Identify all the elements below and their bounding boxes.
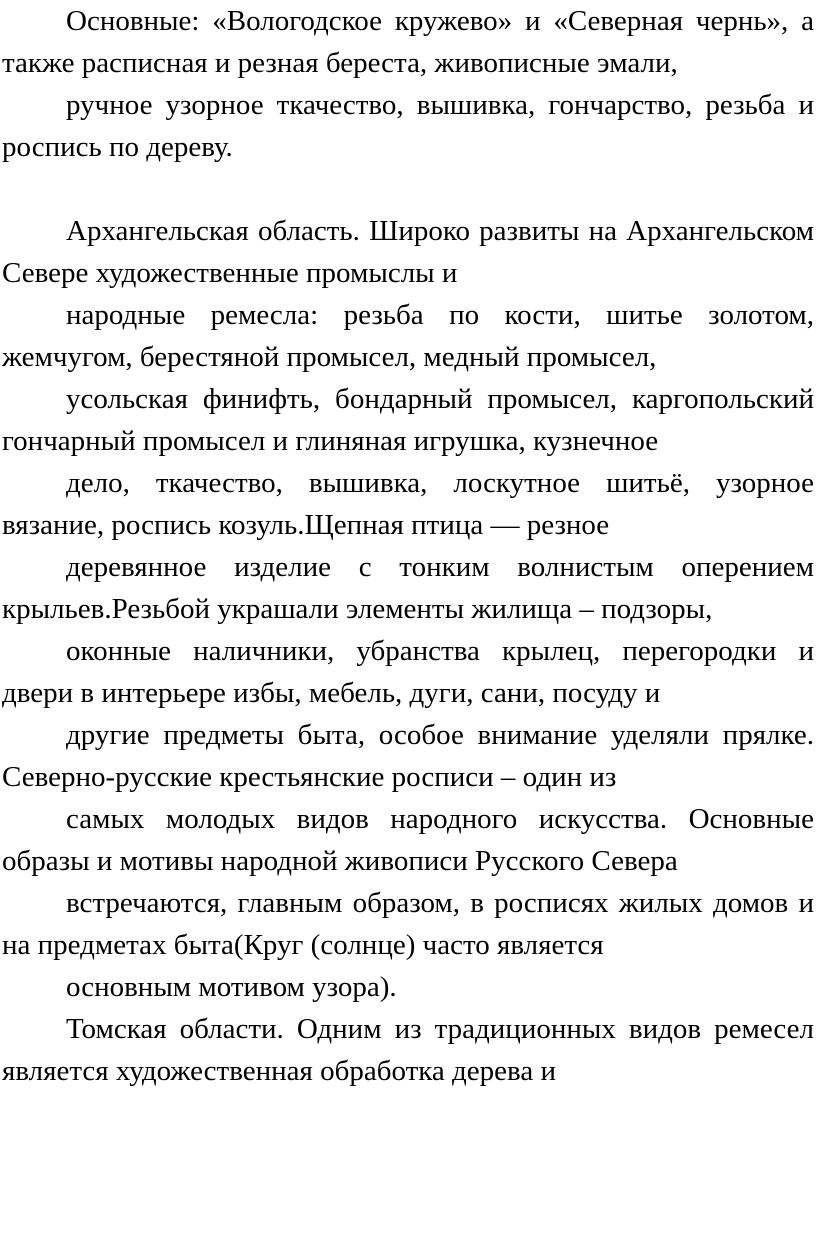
paragraph-folk-painting: самых молодых видов народного искусства. Основные образы и мотивы народной живописи Русского Севера	[2, 803, 814, 877]
paragraph-household-items: другие предметы быта, особое внимание уделяли прялке. Северно-русские крестьянские росписи – один из	[2, 719, 814, 793]
paragraph-sun-motif: основным мотивом узора).	[66, 971, 397, 1003]
paragraph-arkhangelsk-intro: Архангельская область. Широко развиты на Архангельском Севере художественные промыслы и	[2, 215, 814, 289]
paragraph-arkhangelsk-weaving: дело, ткачество, вышивка, лоскутное шитьё, узорное вязание, роспись козуль.Щепная птица — резное	[2, 467, 814, 541]
paragraph-window-frames: оконные наличники, убранства крылец, перегородки и двери в интерьере избы, мебель, дуги, сани, посуду и	[2, 635, 814, 709]
paragraph-painting-motifs: встречаются, главным образом, в росписях жилых домов и на предметах быта(Круг (солнце) часто является	[2, 887, 814, 961]
paragraph-arkhangelsk-crafts: народные ремесла: резьба по кости, шитье золотом, жемчугом, берестяной промысел, медный промысел,	[2, 299, 814, 373]
paragraph-spacer	[2, 168, 814, 210]
paragraph-wooden-bird: деревянное изделие с тонким волнистым оперением крыльев.Резьбой украшали элементы жилища – подзоры,	[2, 551, 814, 625]
paragraph-vologda-crafts-continued: ручное узорное ткачество, вышивка, гончарство, резьба и роспись по дереву.	[2, 89, 814, 163]
paragraph-tomsk-region: Томская области. Одним из традиционных видов ремесел является художественная обработка дерева и	[2, 1013, 814, 1087]
paragraph-vologda-crafts: Основные: «Вологодское кружево» и «Северная чернь», а также расписная и резная береста, живописные эмали,	[2, 5, 814, 79]
paragraph-arkhangelsk-enamel: усольская финифть, бондарный промысел, каргопольский гончарный промысел и глиняная игрушка, кузнечное	[2, 383, 814, 457]
